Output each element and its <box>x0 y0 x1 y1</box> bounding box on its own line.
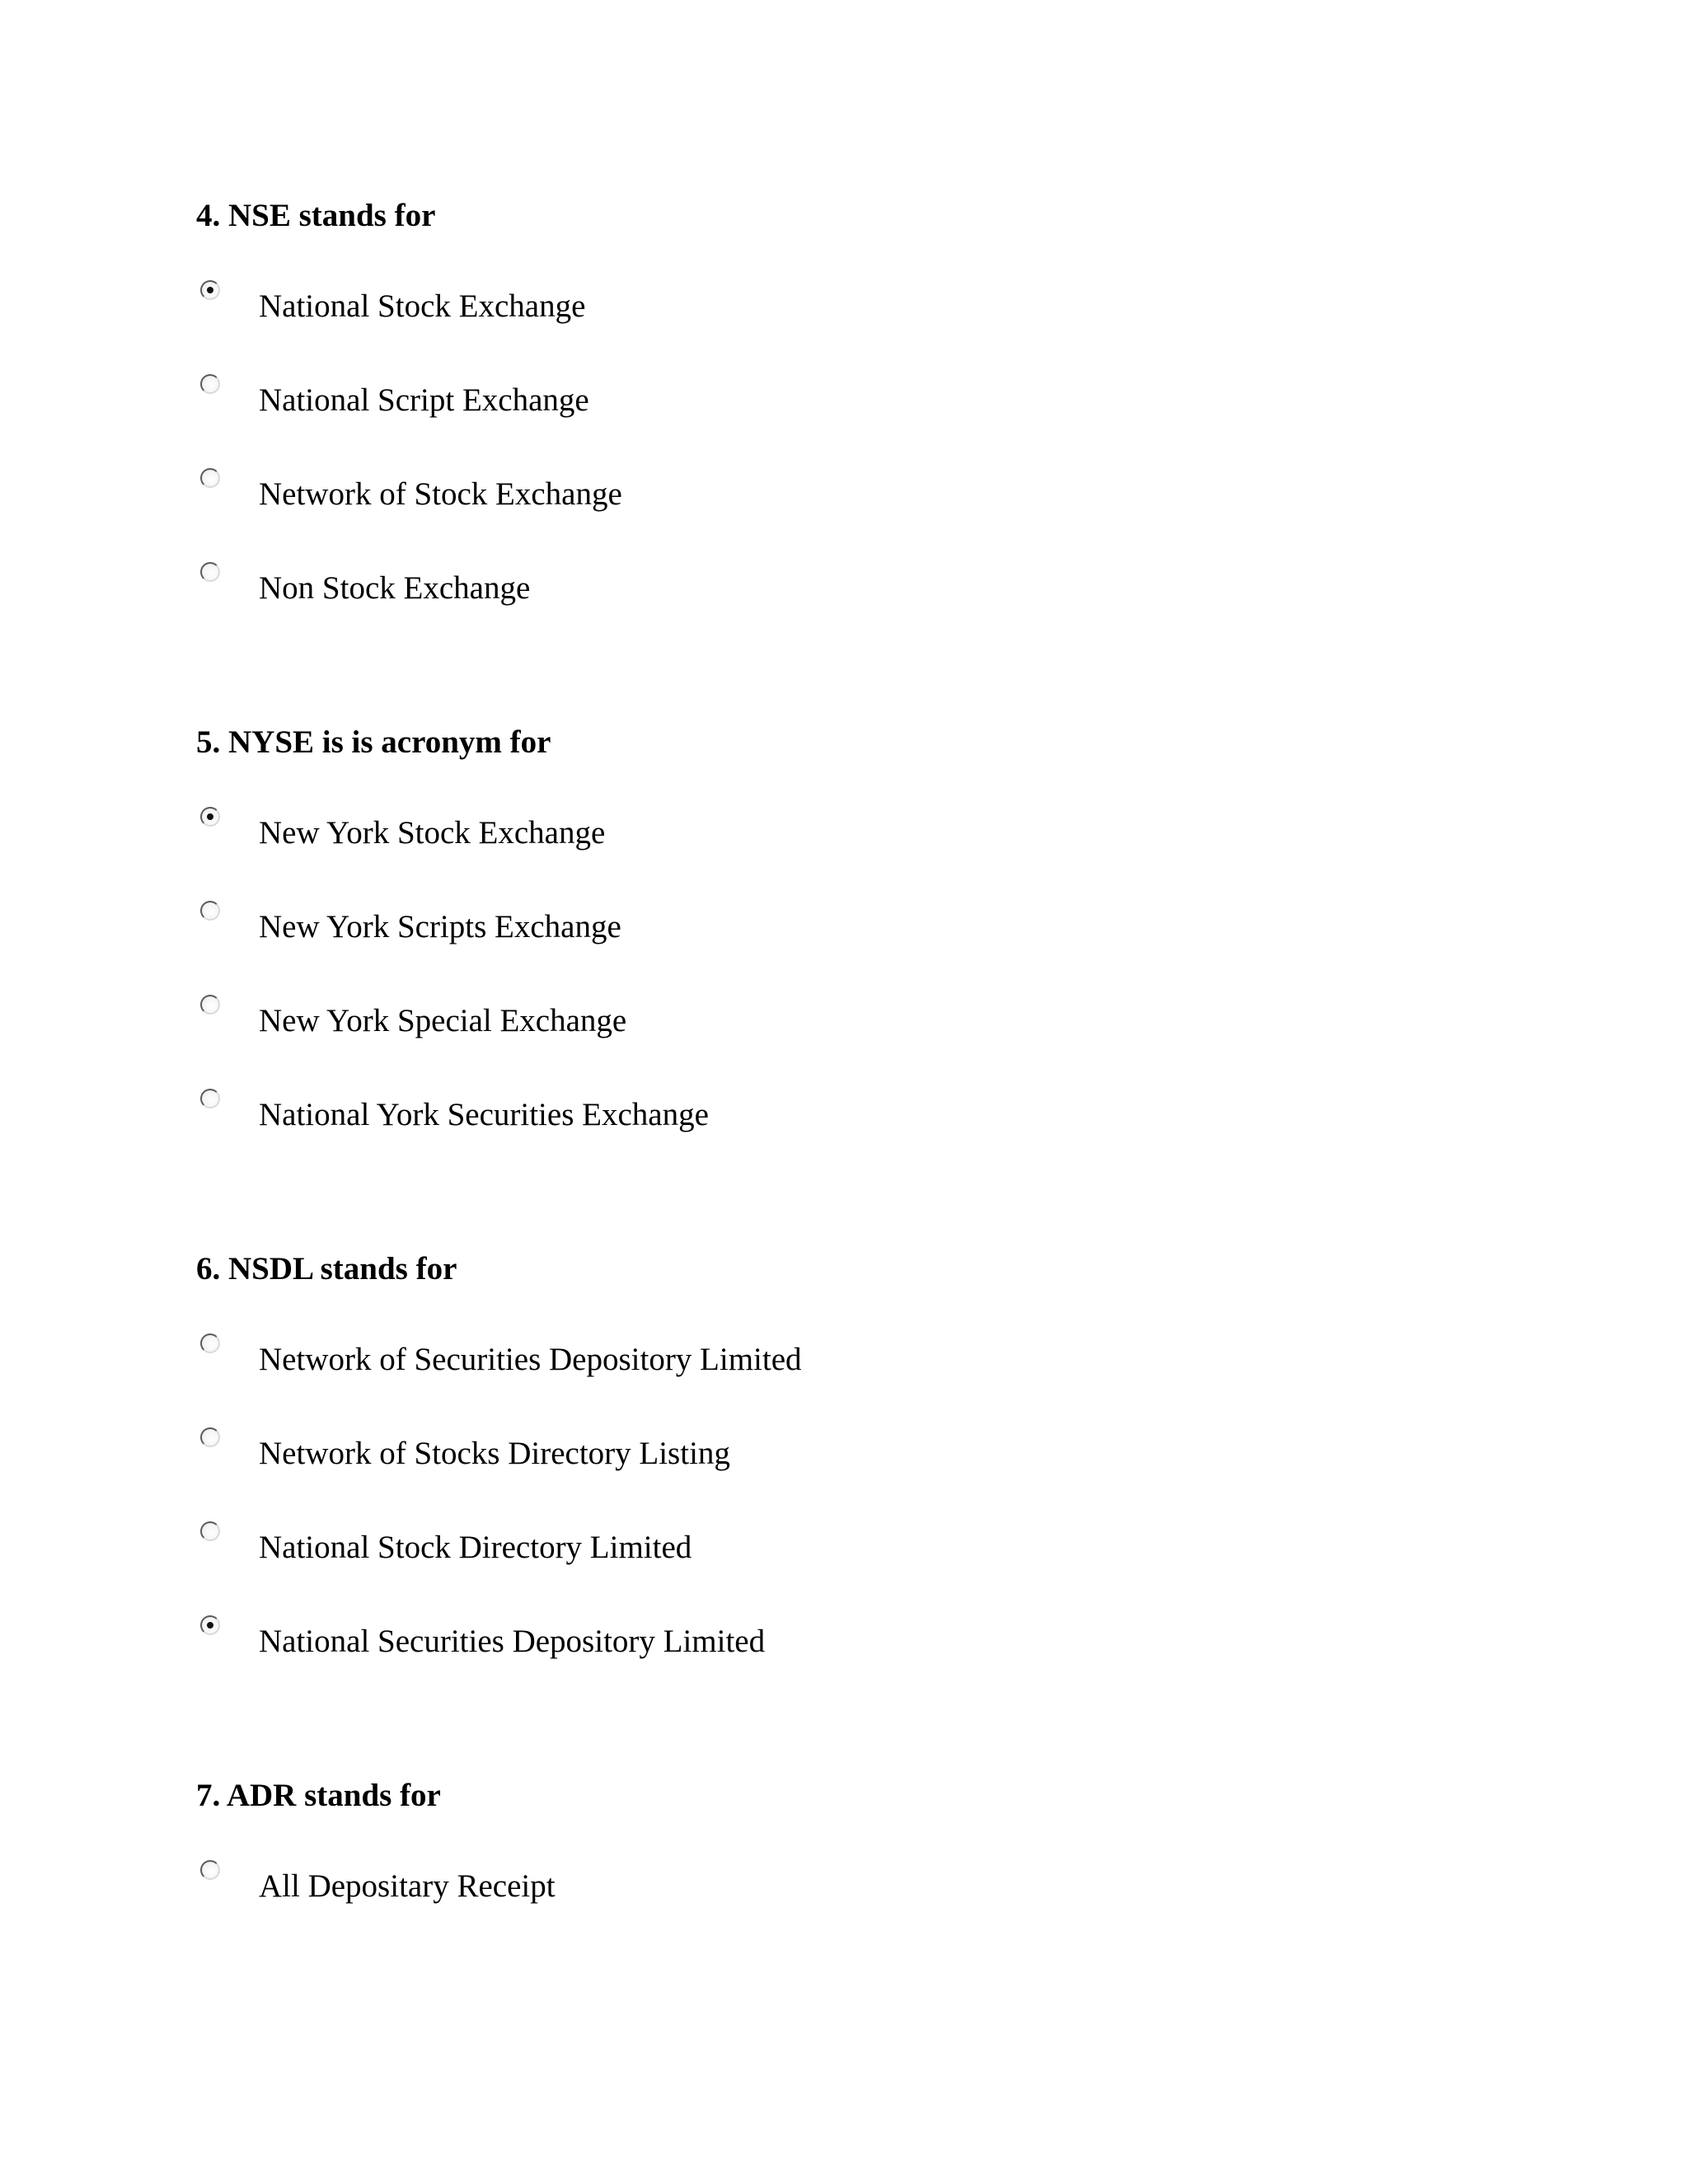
radio-button[interactable] <box>200 807 220 827</box>
radio-button[interactable] <box>200 1615 220 1635</box>
option-non-stock-exchange[interactable] <box>196 562 1515 628</box>
option-label: Network of Stocks Directory Listing <box>259 1436 730 1471</box>
option-label: National Script Exchange <box>259 382 589 418</box>
radio-dot-icon <box>207 1622 213 1629</box>
radio-button[interactable] <box>200 1089 220 1108</box>
option-new-york-stock-exchange[interactable] <box>196 807 1515 873</box>
radio-button[interactable] <box>200 468 220 488</box>
option-label: National Securities Depository Limited <box>259 1624 766 1659</box>
option-label: National Stock Directory Limited <box>259 1530 692 1565</box>
question-title: 7. ADR stands for <box>196 1778 441 1813</box>
option-label: Non Stock Exchange <box>259 570 531 606</box>
radio-button[interactable] <box>200 1333 220 1353</box>
option-national-york-securities-exchange[interactable] <box>196 1089 1515 1155</box>
radio-dot-icon <box>207 287 213 293</box>
option-new-york-scripts-exchange[interactable] <box>196 901 1515 967</box>
option-national-stock-directory-limited[interactable] <box>196 1521 1515 1587</box>
option-national-securities-depository-limited[interactable] <box>196 1615 1515 1681</box>
option-network-of-stocks-directory-listing[interactable] <box>196 1427 1515 1493</box>
radio-button[interactable] <box>200 1521 220 1541</box>
option-network-of-stock-exchange[interactable] <box>196 468 1515 534</box>
option-label: New York Stock Exchange <box>259 815 606 851</box>
radio-dot-icon <box>207 813 213 820</box>
option-label: Network of Stock Exchange <box>259 476 622 512</box>
radio-button[interactable] <box>200 1427 220 1447</box>
radio-button[interactable] <box>200 1860 220 1880</box>
question-title: 5. NYSE is is acronym for <box>196 724 551 760</box>
radio-button[interactable] <box>200 374 220 394</box>
option-national-script-exchange[interactable] <box>196 374 1515 440</box>
option-label: New York Scripts Exchange <box>259 909 621 944</box>
radio-button[interactable] <box>200 562 220 582</box>
option-label: Network of Securities Depository Limited <box>259 1342 802 1377</box>
option-all-depositary-receipt[interactable] <box>196 1860 1515 1926</box>
option-label: National York Securities Exchange <box>259 1097 709 1132</box>
radio-button[interactable] <box>200 901 220 921</box>
option-new-york-special-exchange[interactable] <box>196 995 1515 1061</box>
radio-button[interactable] <box>200 995 220 1015</box>
option-label: National Stock Exchange <box>259 288 586 324</box>
radio-button[interactable] <box>200 280 220 300</box>
option-national-stock-exchange[interactable] <box>196 280 1515 346</box>
question-title: 4. NSE stands for <box>196 198 436 233</box>
option-label: All Depositary Receipt <box>259 1868 556 1904</box>
option-label: New York Special Exchange <box>259 1003 627 1038</box>
question-title: 6. NSDL stands for <box>196 1251 457 1286</box>
option-network-of-securities-depository-limited[interactable] <box>196 1333 1515 1399</box>
